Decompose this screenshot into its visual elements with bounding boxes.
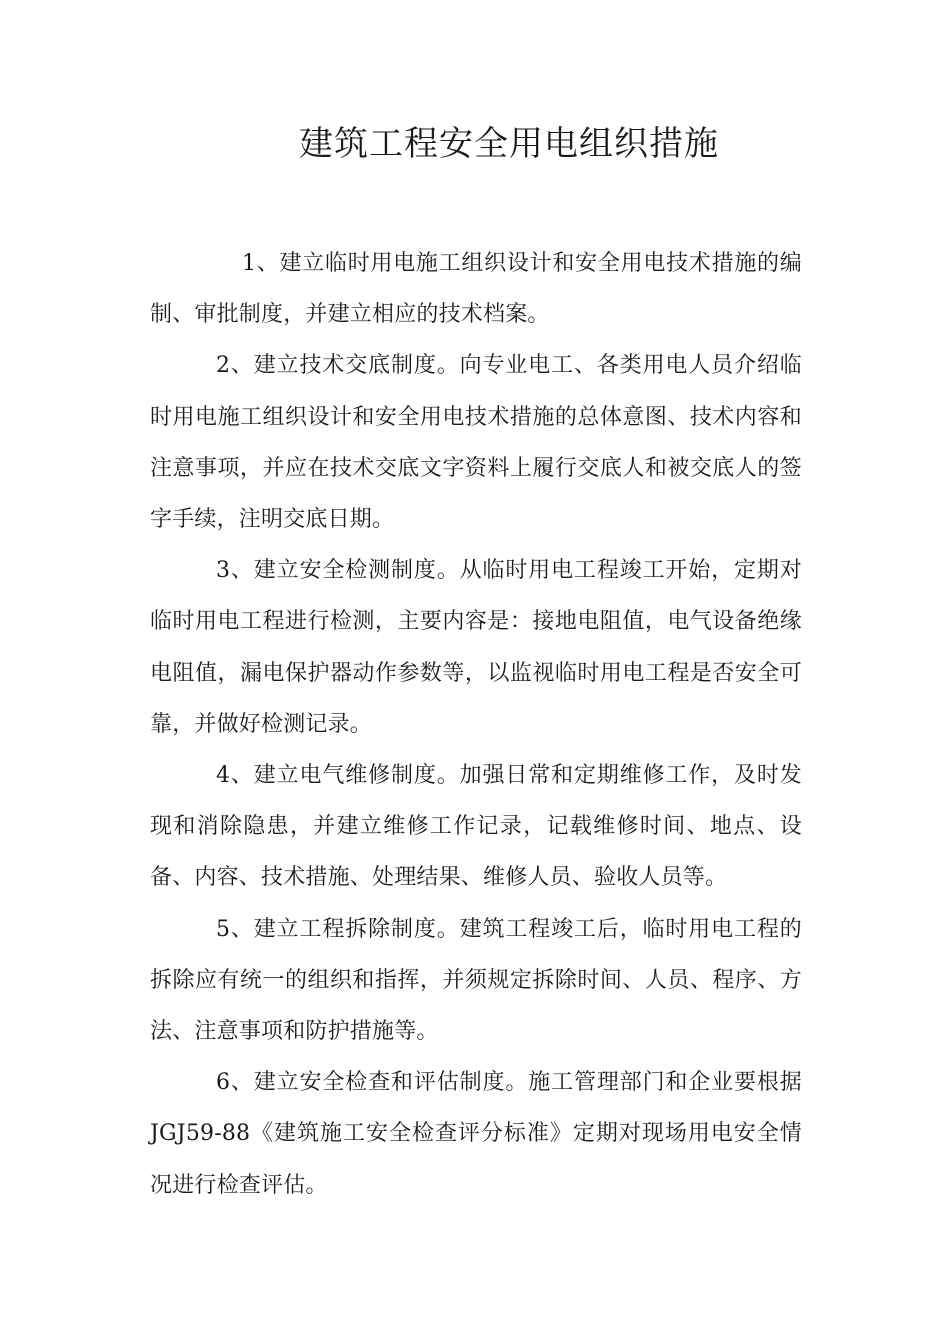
document-title: 建筑工程安全用电组织措施 bbox=[299, 124, 719, 164]
paragraph-2: 2、建立技术交底制度。向专业电工、各类用电人员介绍临时用电施工组织设计和安全用电技术措施的总体意图、技术内容和注意事项，并应在技术交底文字资料上履行交底人和被交底人的签字手续，注明交底日期。 bbox=[150, 353, 802, 533]
paragraph-5: 5、建立工程拆除制度。建筑工程竣工后，临时用电工程的拆除应有统一的组织和指挥，并须规定拆除时间、人员、程序、方法、注意事项和防护措施等。 bbox=[150, 916, 802, 1045]
paragraph-1: 1、建立临时用电施工组织设计和安全用电技术措施的编制、审批制度，并建立相应的技术档案。 bbox=[150, 251, 802, 328]
paragraph-3: 3、建立安全检测制度。从临时用电工程竣工开始，定期对临时用电工程进行检测，主要内容是：接地电阻值，电气设备绝缘电阻值，漏电保护器动作参数等，以监视临时用电工程是否安全可靠，并做好检测记录。 bbox=[150, 558, 802, 737]
document-body bbox=[150, 238, 802, 1211]
paragraph-6: 6、建立安全检查和评估制度。施工管理部门和企业要根据JGJ59-88《建筑施工安全检查评分标准》定期对现场用电安全情况进行检查评估。 bbox=[150, 1070, 802, 1198]
paragraph-4: 4、建立电气维修制度。加强日常和定期维修工作，及时发现和消除隐患，并建立维修工作记录，记载维修时间、地点、设备、内容、技术措施、处理结果、维修人员、验收人员等。 bbox=[150, 763, 802, 891]
